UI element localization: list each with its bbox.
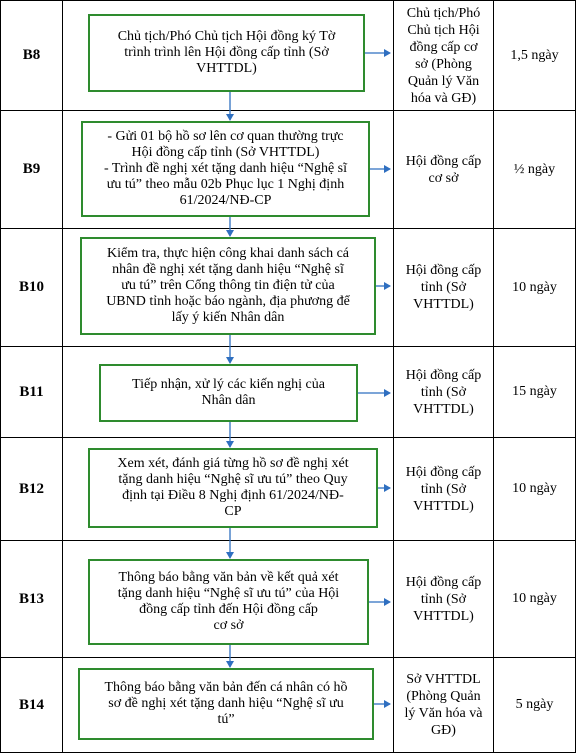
responsible-unit-text: Hội đồng cấp tỉnh (Sở VHTTDL) bbox=[405, 367, 482, 417]
right-arrow-head bbox=[384, 282, 391, 290]
processing-time: 5 ngày bbox=[515, 697, 554, 712]
responsible-unit-text: Hội đồng cấp tỉnh (Sở VHTTDL) bbox=[405, 263, 482, 312]
action-text: Xem xét, đánh giá từng hồ sơ đề nghị xét tặng danh hiệu “Nghệ sĩ ưu tú” theo Quy định tại Điều 8 Nghị định 61/2024/NĐ- CP bbox=[117, 456, 349, 519]
step-number: B12 bbox=[18, 480, 44, 497]
step-number: B11 bbox=[19, 383, 44, 400]
step-number: B10 bbox=[18, 279, 44, 295]
processing-time: 1,5 ngày bbox=[510, 47, 559, 63]
action-text: Tiếp nhận, xử lý các kiến nghị của Nhân dân bbox=[132, 377, 325, 408]
step-number: B8 bbox=[22, 47, 41, 63]
action-text: Chủ tịch/Phó Chủ tịch Hội đồng ký Tờ trình trình lên Hội đồng cấp tỉnh (Sở VHTTDL) bbox=[117, 29, 336, 76]
processing-time: 15 ngày bbox=[512, 384, 557, 399]
processing-time: 10 ngày bbox=[512, 591, 557, 606]
right-arrow-head bbox=[384, 598, 391, 606]
responsible-unit-text: Sở VHTTDL (Phòng Quản lý Văn hóa và GĐ) bbox=[404, 672, 483, 738]
right-arrow-head bbox=[384, 165, 391, 173]
responsible-unit-text: Hội đồng cấp tỉnh (Sở VHTTDL) bbox=[405, 464, 482, 514]
right-arrow-head bbox=[384, 700, 391, 708]
processing-time: 10 ngày bbox=[512, 279, 557, 295]
right-arrow-head bbox=[384, 49, 391, 57]
responsible-unit-text: Chủ tịch/Phó Chủ tịch Hội đồng cấp cơ sở (Phòng Quản lý Văn hóa và GĐ) bbox=[406, 5, 481, 106]
step-number: B13 bbox=[18, 590, 44, 607]
down-arrow-head bbox=[226, 357, 234, 364]
step-number: B14 bbox=[18, 696, 44, 713]
step-number: B9 bbox=[22, 161, 41, 177]
right-arrow-head bbox=[384, 484, 391, 492]
action-text: Kiểm tra, thực hiện công khai danh sách cá nhân đề nghị xét tặng danh hiệu “Nghệ sĩ ưu tú” trên Cổng thông tin điện tử của UBND tỉnh hoặc báo ngành, địa phương để lấy ý kiến Nhân dân bbox=[106, 246, 350, 325]
down-arrow-head bbox=[226, 661, 234, 668]
down-arrow-head bbox=[226, 552, 234, 559]
down-arrow-head bbox=[226, 230, 234, 237]
processing-time: ½ ngày bbox=[513, 161, 556, 177]
action-text: - Gửi 01 bộ hồ sơ lên cơ quan thường trực Hội đồng cấp tỉnh (Sở VHTTDL) - Trình đề nghị xét tặng danh hiệu “Nghệ sĩ ưu tú” theo mẫu 02b Phục lục 1 Nghị định 61/2024/NĐ-CP bbox=[103, 129, 348, 208]
down-arrow-head bbox=[226, 114, 234, 121]
responsible-unit-text: Hội đồng cấp cơ sở bbox=[405, 153, 482, 186]
responsible-unit-text: Hội đồng cấp tỉnh (Sở VHTTDL) bbox=[405, 574, 482, 624]
processing-time: 10 ngày bbox=[512, 481, 557, 496]
action-text: Thông báo bằng văn bản đến cá nhân có hồ sơ đề nghị xét tặng danh hiệu “Nghệ sĩ ưu tú” bbox=[104, 680, 348, 727]
down-arrow-head bbox=[226, 441, 234, 448]
action-text: Thông báo bằng văn bản về kết quả xét tặng danh hiệu “Nghệ sĩ ưu tú” của Hội đồng cấp tỉnh đến Hội đồng cấp cơ sở bbox=[117, 570, 340, 633]
right-arrow-head bbox=[384, 389, 391, 397]
